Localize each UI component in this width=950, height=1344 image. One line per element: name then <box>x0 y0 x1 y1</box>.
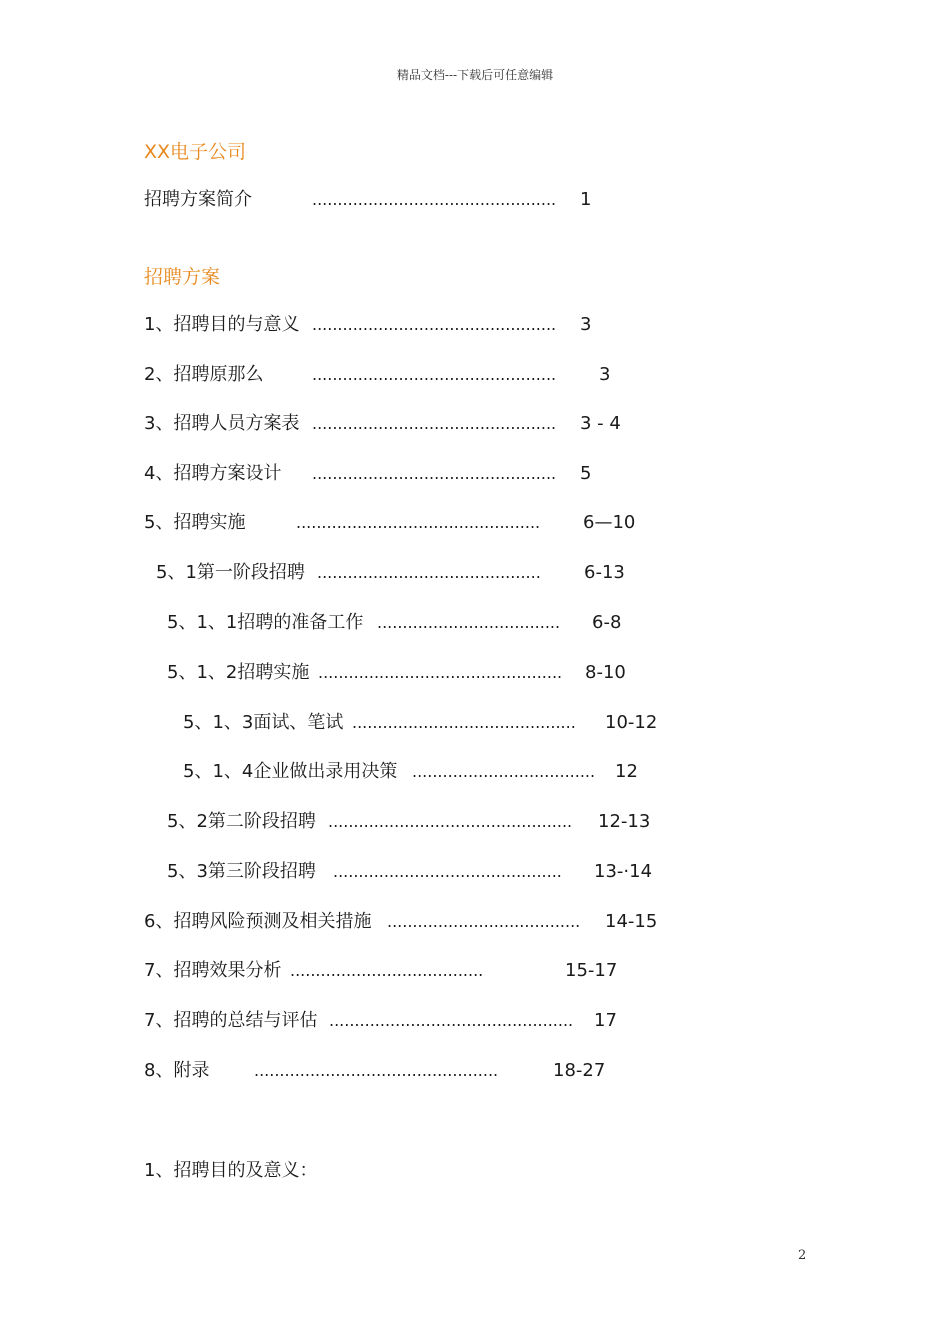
toc-row[interactable] <box>0 610 950 636</box>
toc-intro-row[interactable] <box>0 187 950 213</box>
toc-label: 7、招聘的总结与评估 <box>144 1010 318 1031</box>
toc-label: 5、1第一阶段招聘 <box>156 562 305 583</box>
toc-label: 5、1、4企业做出录用决策 <box>183 761 398 782</box>
toc-dots: ................................................ <box>318 663 563 682</box>
toc-page: 6—10 <box>583 512 636 533</box>
toc-row[interactable] <box>0 759 950 785</box>
toc-dots: ................................................ <box>312 464 557 483</box>
toc-dots: ...................................... <box>290 961 484 980</box>
toc-row[interactable] <box>0 560 950 586</box>
toc-page: 8-10 <box>585 662 626 683</box>
toc-page: 10-12 <box>605 712 658 733</box>
toc-page: 1 <box>580 189 592 210</box>
page-header: 精品文档---下载后可任意编辑 <box>396 68 554 82</box>
toc-dots: .................................... <box>377 613 561 632</box>
toc-page: 13-·14 <box>594 861 653 882</box>
toc-row[interactable] <box>0 710 950 736</box>
toc-row[interactable] <box>0 312 950 338</box>
toc-page: 12-13 <box>598 811 651 832</box>
toc-label: 1、招聘目的与意义 <box>144 314 300 335</box>
toc-label: 4、招聘方案设计 <box>144 463 282 484</box>
toc-label: 5、1、3面试、笔试 <box>183 712 344 733</box>
toc-label: 招聘方案简介 <box>144 189 252 210</box>
toc-row[interactable] <box>0 909 950 935</box>
toc-dots: ................................................ <box>254 1061 499 1080</box>
toc-row[interactable] <box>0 411 950 437</box>
toc-dots: ................................................ <box>328 812 573 831</box>
toc-page: 3 <box>599 364 611 385</box>
toc-page: 14-15 <box>605 911 658 932</box>
toc-row[interactable] <box>0 1008 950 1034</box>
toc-label: 5、2第二阶段招聘 <box>167 811 316 832</box>
toc-row[interactable] <box>0 1058 950 1084</box>
company-title: XX电子公司 <box>144 141 247 163</box>
toc-row[interactable] <box>0 461 950 487</box>
toc-label: 5、3第三阶段招聘 <box>167 861 316 882</box>
toc-row[interactable] <box>0 809 950 835</box>
toc-dots: ................................................ <box>329 1011 574 1030</box>
toc-row[interactable] <box>0 362 950 388</box>
toc-row[interactable] <box>0 859 950 885</box>
toc-dots: .................................... <box>412 762 596 781</box>
toc-label: 2、招聘原那么 <box>144 364 264 385</box>
toc-dots: ...................................... <box>387 912 581 931</box>
toc-dots: ................................................ <box>312 414 557 433</box>
toc-page: 17 <box>594 1010 617 1031</box>
toc-dots: ................................................ <box>312 315 557 334</box>
toc-label: 5、1、2招聘实施 <box>167 662 310 683</box>
toc-dots: ................................................ <box>312 190 557 209</box>
toc-label: 5、1、1招聘的准备工作 <box>167 612 364 633</box>
toc-dots: ................................................ <box>296 513 541 532</box>
section-title: 招聘方案 <box>144 266 221 288</box>
toc-row[interactable] <box>0 660 950 686</box>
toc-page: 5 <box>580 463 592 484</box>
toc-dots: ................................................ <box>312 365 557 384</box>
toc-page: 15-17 <box>565 960 618 981</box>
toc-label: 5、招聘实施 <box>144 512 246 533</box>
toc-label: 3、招聘人员方案表 <box>144 413 300 434</box>
toc-page: 3 <box>580 314 592 335</box>
toc-dots: ............................................ <box>352 713 576 732</box>
toc-dots: ............................................. <box>333 862 562 881</box>
toc-page: 18-27 <box>553 1060 606 1081</box>
toc-label: 8、附录 <box>144 1060 210 1081</box>
bottom-heading <box>0 1158 950 1184</box>
toc-label: 7、招聘效果分析 <box>144 960 282 981</box>
toc-page: 6-8 <box>592 612 622 633</box>
section-heading: 1、招聘目的及意义： <box>144 1160 318 1181</box>
toc-page: 3 - 4 <box>580 413 621 434</box>
toc-label: 6、招聘风险预测及相关措施 <box>144 911 372 932</box>
toc-page: 12 <box>615 761 638 782</box>
toc-page: 6-13 <box>584 562 625 583</box>
toc-row[interactable] <box>0 958 950 984</box>
toc-dots: ............................................ <box>317 563 541 582</box>
page-number: 2 <box>798 1248 807 1263</box>
toc-row[interactable] <box>0 510 950 536</box>
